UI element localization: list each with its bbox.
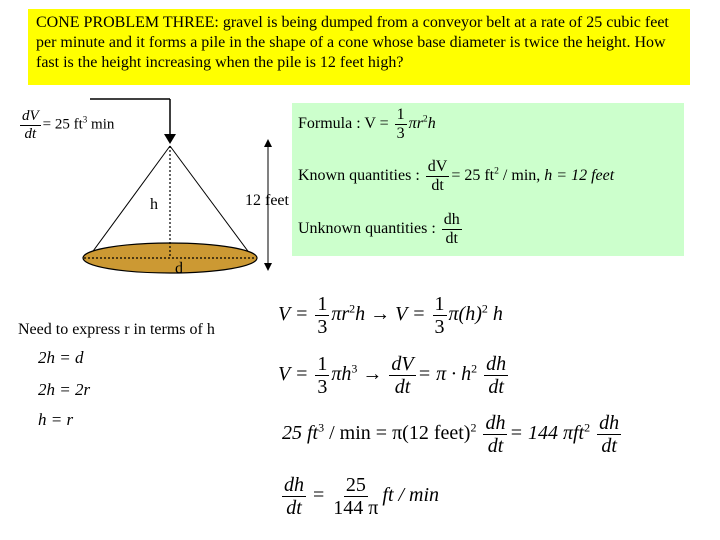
problem-statement: CONE PROBLEM THREE: gravel is being dumped from a conveyor belt at a rate of 25 cubic feet per minute and it forms a pile in the shape of a cone whose base diameter is twice the height. How fast is the height increasing when the pile is 12 feet high? — [28, 9, 690, 85]
derivation-line-1: V = $\frac{1}{3}$ $\pi r^2h \to V$ = $\frac{1}{3}$ $\pi(h)^2$ h — [278, 293, 503, 338]
equation-line-1: 2h = d — [38, 348, 84, 367]
cone-right-side — [170, 146, 253, 258]
given-rate: $\frac{dV}{dt}$ = 25 $ft^3$ min — [22, 108, 115, 142]
derivation-line-2: V = $\frac{1}{3}$ $\pi h^3$ → $\frac{dV}{dt}$ = $\pi \cdot h^2$ $\frac{dh}{dt}$ — [278, 353, 507, 398]
height-arrow-top — [264, 139, 272, 147]
final-answer: $\frac{dh}{dt}$ = $\frac{25}{144 \pi}$ ft / min — [284, 474, 440, 519]
equation-line-2: 2h = 2r — [38, 380, 91, 399]
label-12-feet: 12 feet — [245, 192, 289, 209]
equation-line-3: h = r — [38, 410, 74, 429]
formula-line: Formula : V = $\frac{1}{3}$ $\pi r^2h$ — [298, 106, 436, 142]
express-r-heading: Need to express r in terms of h — [18, 321, 215, 338]
label-h: h — [150, 196, 158, 213]
label-d: d — [175, 260, 183, 277]
drop-arrowhead — [164, 134, 176, 144]
known-quantities: Known quantities : $\frac{dV}{dt}$ = 25 $ft^2$ / min, h = 12 feet — [298, 158, 615, 194]
derivation-line-3: 25 $ft^3 / \min = \pi(12$ feet)$^2$ $\frac{dh}{dt}$ = 144 πft$^2$ $\frac{dh}{dt}$ — [282, 412, 620, 457]
height-arrow-bottom — [264, 263, 272, 271]
unknown-quantities: Unknown quantities : $\frac{dh}{dt}$ — [298, 211, 460, 247]
